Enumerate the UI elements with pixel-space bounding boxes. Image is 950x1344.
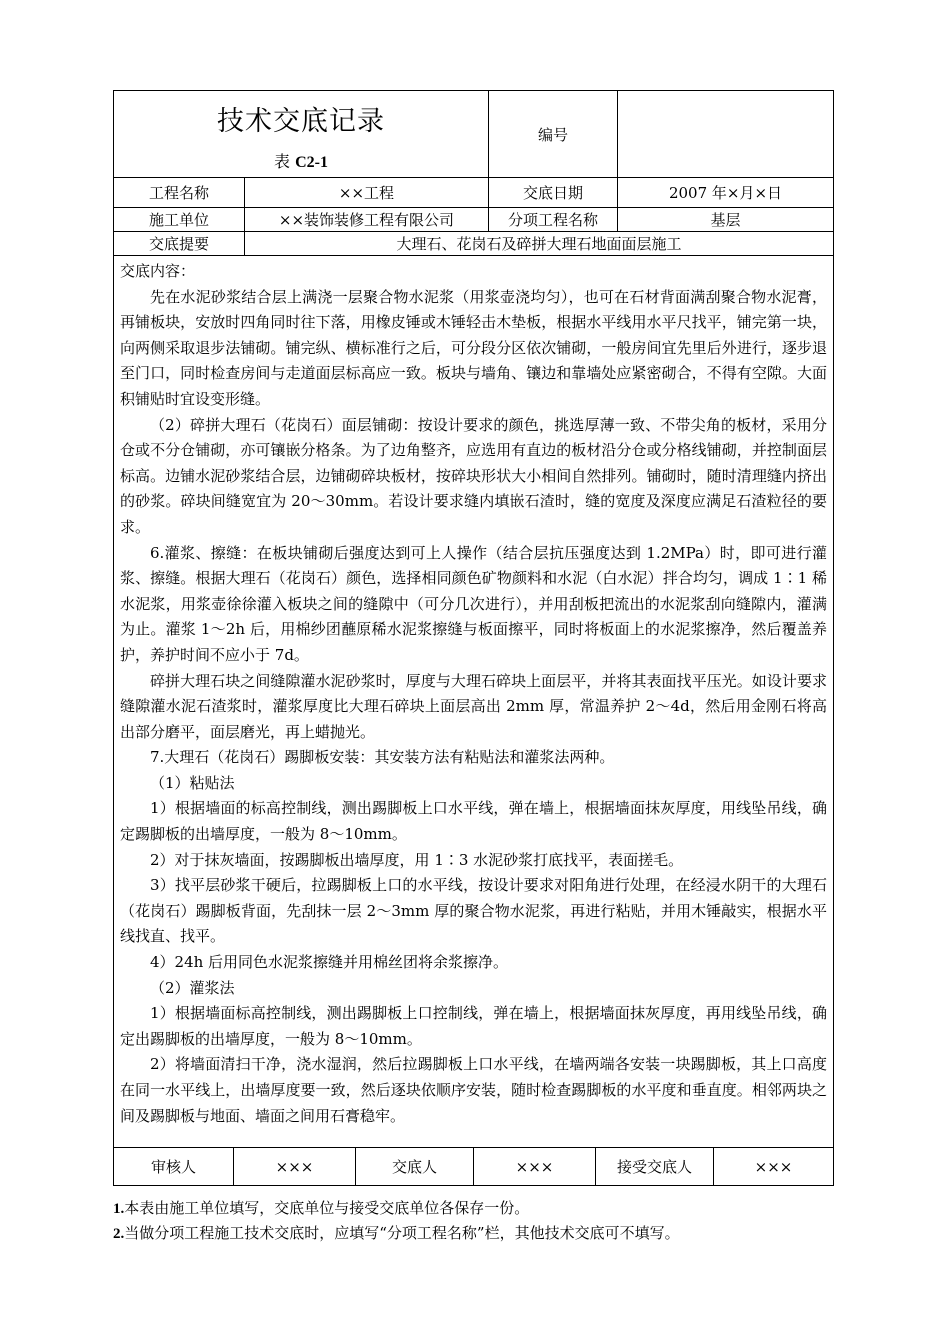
content-paragraph: （2）灌浆法 [150, 978, 235, 997]
content-paragraph: （1）粘贴法 [150, 773, 235, 792]
content-paragraph: 4）24h 后用同色水泥浆擦缝并用棉丝团将余浆擦净。 [150, 953, 509, 972]
content-heading: 交底内容： [120, 262, 196, 280]
summary-value: 大理石、花岗石及碎拼大理石地面面层施工 [245, 232, 834, 256]
date-value: 2007 年×月×日 [618, 178, 834, 208]
project-name-value: ××工程 [245, 178, 489, 208]
content-paragraph: 2）对于抹灰墙面，按踢脚板出墙厚度，用 1∶3 水泥砂浆打底找平，表面搓毛。 [150, 850, 684, 869]
content-paragraph: 碎拼大理石块之间缝隙灌水泥砂浆时，厚度与大理石碎块上面层平，并将其表面找平压光。如设计要求缝隙灌水泥石渣浆时，灌浆厚度比大理石碎块上面层高出 2mm 厚，常温养护 2～4d，然后用金刚石将高出部分磨平，面层磨光，再上蜡抛光。 [120, 671, 827, 741]
reviewer-label: 审核人 [114, 1148, 234, 1186]
presenter-label: 交底人 [356, 1148, 474, 1186]
content-paragraph: 7.大理石（花岗石）踢脚板安装：其安装方法有粘贴法和灌浆法两种。 [150, 748, 615, 767]
presenter-value: ××× [474, 1148, 596, 1186]
note-2-text: 当做分项工程施工技术交底时，应填写“分项工程名称”栏，其他技术交底可不填写。 [124, 1224, 680, 1242]
note-1 [113, 1196, 873, 1221]
note-2-number: 2. [113, 1226, 125, 1242]
page-title: 技术交底记录 [217, 106, 385, 137]
content-paragraph: 3）找平层砂浆干硬后，拉踢脚板上口的水平线，按设计要求对阳角进行处理，在经浸水阴干的大理石（花岗石）踢脚板背面，先刮抹一层 2～3mm 厚的聚合物水泥浆，再进行粘贴，并用木锤敲实，根据水平线找直、找平。 [120, 876, 827, 946]
number-label: 编号 [489, 91, 618, 178]
technical-briefing-form [113, 90, 833, 1186]
reviewer-value: ××× [234, 1148, 356, 1186]
content-paragraph: 2）将墙面清扫干净，浇水湿润，然后拉踢脚板上口水平线，在墙两端各安装一块踢脚板，其上口高度在同一水平线上，出墙厚度要一致，然后逐块依顺序安装，随时检查踢脚板的水平度和垂直度。相邻两块之间及踢脚板与地面、墙面之间用石膏稳牢。 [120, 1055, 827, 1125]
form-code-value: C2-1 [295, 154, 328, 171]
receiver-label: 接受交底人 [596, 1148, 714, 1186]
signature-table [113, 1148, 834, 1186]
content-paragraph: 1）根据墙面标高控制线，测出踢脚板上口控制线，弹在墙上，根据墙面抹灰厚度，再用线坠吊线，确定出踢脚板的出墙厚度，一般为 8～10mm。 [120, 1004, 827, 1048]
receiver-value: ××× [714, 1148, 834, 1186]
unit-value: ××装饰装修工程有限公司 [245, 208, 489, 232]
summary-label: 交底提要 [114, 232, 245, 256]
header-table [113, 90, 834, 1148]
form-code [114, 149, 488, 172]
content-paragraph: 先在水泥砂浆结合层上满浇一层聚合物水泥浆（用浆壶浇均匀），也可在石材背面满刮聚合物水泥膏，再铺板块，安放时四角同时往下落，用橡皮锤或木锤轻击木垫板，根据水平线用水平尺找平，铺完第一块，向两侧采取退步法铺砌。铺完纵、横标准行之后，可分段分区依次铺砌，一般房间宜先里后外进行，逐步退至门口，同时检查房间与走道面层标高应一致。板块与墙角、镶边和靠墙处应紧密砌合，不得有空隙。大面积铺贴时宜设变形缝。 [120, 287, 827, 408]
project-name-label: 工程名称 [114, 178, 245, 208]
note-1-number: 1. [113, 1201, 125, 1217]
subproject-label: 分项工程名称 [489, 208, 618, 232]
date-label: 交底日期 [489, 178, 618, 208]
briefing-content [114, 256, 834, 1148]
form-code-prefix: 表 [274, 152, 296, 171]
note-1-text: 本表由施工单位填写，交底单位与接受交底单位各保存一份。 [124, 1199, 530, 1217]
number-value [618, 91, 834, 178]
subproject-value: 基层 [618, 208, 834, 232]
note-2 [113, 1221, 873, 1246]
footnotes [113, 1196, 873, 1246]
unit-label: 施工单位 [114, 208, 245, 232]
title-cell [114, 91, 489, 178]
content-paragraph: 6.灌浆、擦缝：在板块铺砌后强度达到可上人操作（结合层抗压强度达到 1.2MPa）时，即可进行灌浆、擦缝。根据大理石（花岗石）颜色，选择相同颜色矿物颜料和水泥（白水泥）拌合均匀，调成 1∶1 稀水泥浆，用浆壶徐徐灌入板块之间的缝隙中（可分几次进行），并用刮板把流出的水泥浆刮向缝隙内，灌满为止。灌浆 1～2h 后，用棉纱团蘸原稀水泥浆擦缝与板面擦平，同时将板面上的水泥浆擦净，然后覆盖养护，养护时间不应小于 7d。 [120, 543, 827, 664]
content-paragraph: （2）碎拼大理石（花岗石）面层铺砌：按设计要求的颜色，挑选厚薄一致、不带尖角的板材，采用分仓或不分仓铺砌，亦可镶嵌分格条。为了边角整齐，应选用有直边的板材沿分仓或分格线铺砌，并控制面层标高。边铺水泥砂浆结合层，边铺砌碎块板材，按碎块形状大小相间自然排列。铺砌时，随时清理缝内挤出的砂浆。碎块间缝宽宜为 20～30mm。若设计要求缝内填嵌石渣时，缝的宽度及深度应满足石渣粒径的要求。 [120, 415, 827, 536]
content-paragraph: 1）根据墙面的标高控制线，测出踢脚板上口水平线，弹在墙上，根据墙面抹灰厚度，用线坠吊线，确定踢脚板的出墙厚度，一般为 8～10mm。 [120, 799, 827, 844]
